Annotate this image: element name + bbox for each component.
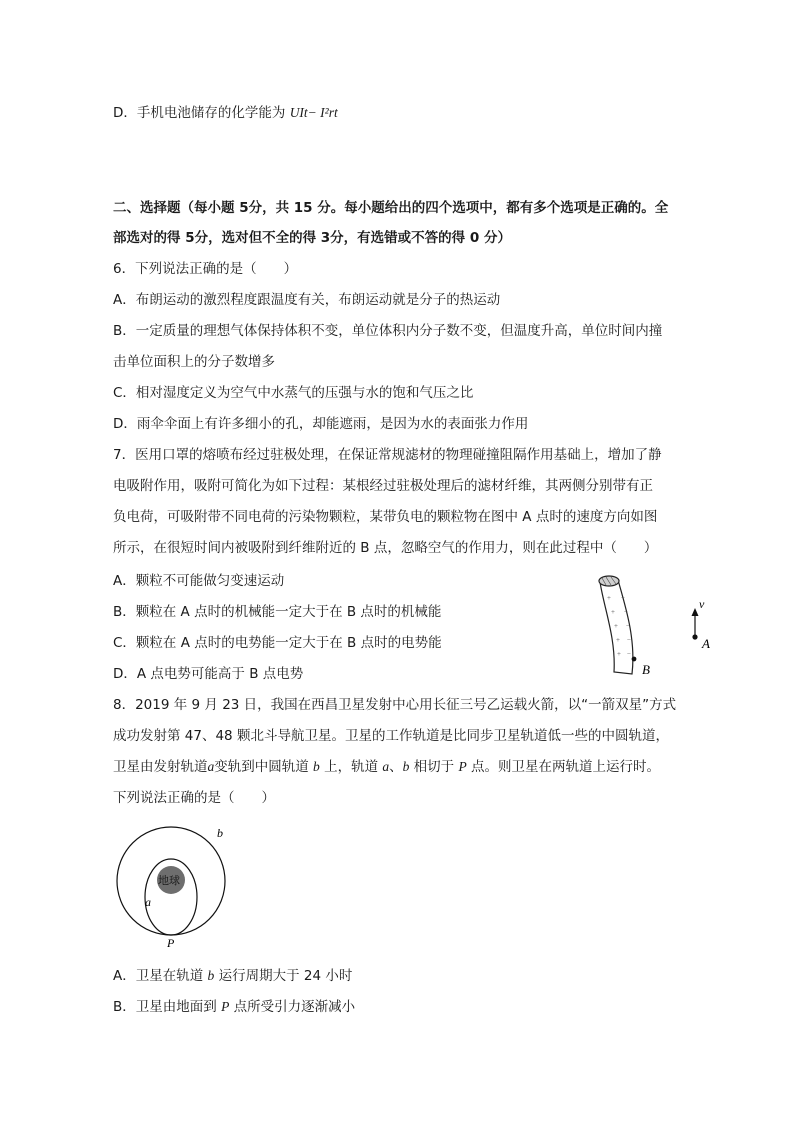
label-b: B: [642, 662, 650, 677]
q8-orbit-b: b: [313, 759, 320, 774]
q7-stem-line3: 负电荷，可吸附带不同电荷的污染物颗粒，某带负电的颗粒物在图中 A 点时的速度方向如图: [113, 509, 658, 525]
q8-text: 上，轨道: [319, 759, 383, 775]
q8-text: 点。则卫星在两轨道上运行时。: [466, 759, 661, 775]
q6-option-b: B．一定质量的理想气体保持体积不变，单位体积内分子数不变，但温度升高，单位时间内撞: [113, 323, 663, 339]
q8-option-b-text: B．卫星由地面到: [113, 999, 222, 1015]
q7-stem-line4: 所示，在很短时间内被吸附到纤维附近的 B 点，忽略空气的作用力，则在此过程中（ ）: [113, 540, 658, 556]
q5-option-d: [113, 103, 338, 123]
q8-point-p: P: [458, 759, 467, 774]
svg-text:+: +: [616, 636, 620, 644]
q8-option-a-text: A．卫星在轨道: [113, 968, 208, 984]
q6-stem: 6．下列说法正确的是（ ）: [113, 261, 298, 277]
q7-figure: [590, 568, 720, 683]
q5-option-d-label: D．手机电池储存的化学能为: [113, 105, 290, 121]
q8-text: 变轨到中圆轨道: [214, 759, 314, 775]
q7-option-d: D．A 点电势可能高于 B 点电势: [113, 666, 304, 682]
q7-option-b: B．颗粒在 A 点时的机械能一定大于在 B 点时的机械能: [113, 604, 442, 620]
q8-stem-line3: [113, 757, 660, 777]
q8-option-a: [113, 966, 352, 986]
q7-option-c: C．颗粒在 A 点时的电势能一定大于在 B 点时的电势能: [113, 635, 442, 651]
svg-text:+: +: [617, 650, 621, 658]
q8-text: 、: [389, 759, 403, 775]
q8-stem-line1: 8．2019 年 9 月 23 日，我国在西昌卫星发射中心用长征三号乙运载火箭，以“一箭双星”方式: [113, 697, 677, 713]
q8-orbit-b: b: [207, 968, 215, 983]
q8-option-b-text: 点所受引力逐渐减小: [229, 999, 356, 1015]
q8-stem-line4: 下列说法正确的是（ ）: [113, 790, 275, 806]
point-b: [632, 657, 637, 662]
q8-option-b: [113, 997, 355, 1017]
svg-text:−: −: [627, 636, 631, 644]
q6-option-b-cont: 击单位面积上的分子数增多: [113, 354, 275, 370]
q8-orbit-figure: [108, 820, 238, 952]
q7-option-a: A．颗粒不可能做匀变速运动: [113, 573, 285, 589]
orbit-a-label: a: [145, 895, 151, 909]
arrow-head-icon: [692, 608, 699, 616]
q8-orbit-b: b: [402, 759, 410, 774]
q8-orbit-a: a: [382, 759, 390, 774]
section2-heading-line2: 部选对的得 5分，选对但不全的得 3分，有选错或不答的得 0 分）: [113, 230, 511, 246]
point-a: [692, 634, 697, 639]
q5-option-d-formula: UIt− I²rt: [289, 105, 338, 120]
q6-option-a: A．布朗运动的激烈程度跟温度有关，布朗运动就是分子的热运动: [113, 292, 501, 308]
q7-stem-line2: 电吸附作用，吸附可简化为如下过程：某根经过驻极处理后的滤材纤维，其两侧分别带有正: [113, 478, 653, 494]
svg-text:−: −: [626, 622, 630, 630]
q8-orbit-a: a: [207, 759, 215, 774]
label-a: A: [702, 636, 710, 651]
earth-label: 地球: [158, 874, 180, 887]
svg-text:+: +: [614, 622, 618, 630]
svg-text:+: +: [611, 608, 615, 616]
q7-stem-line1: 7．医用口罩的熔喷布经过驻极处理，在保证常规滤材的物理碰撞阻隔作用基础上，增加了静: [113, 447, 662, 463]
svg-text:−: −: [621, 594, 625, 602]
q8-point-p: P: [221, 999, 230, 1014]
svg-text:+: +: [607, 594, 611, 602]
point-p-label: P: [167, 936, 175, 950]
svg-text:−: −: [627, 650, 631, 658]
q8-option-a-text: 运行周期大于 24 小时: [214, 968, 353, 984]
fiber-icon: [599, 576, 633, 674]
q6-option-d: D．雨伞伞面上有许多细小的孔，却能遮雨，是因为水的表面张力作用: [113, 416, 529, 432]
q8-stem-line2: 成功发射第 47、48 颗北斗导航卫星。卫星的工作轨道是比同步卫星轨道低一些的中圆轨道，: [113, 728, 669, 744]
svg-text:−: −: [624, 608, 628, 616]
q6-option-c: C．相对湿度定义为空气中水蒸气的压强与水的饱和气压之比: [113, 385, 474, 401]
q8-text: 相切于: [409, 759, 459, 775]
orbit-b-label: b: [217, 826, 223, 840]
section2-heading-line1: 二、选择题（每小题 5分，共 15 分。每小题给出的四个选项中，都有多个选项是正确的。全: [113, 200, 669, 216]
q8-text: 卫星由发射轨道: [113, 759, 208, 775]
label-v: v: [699, 597, 705, 611]
